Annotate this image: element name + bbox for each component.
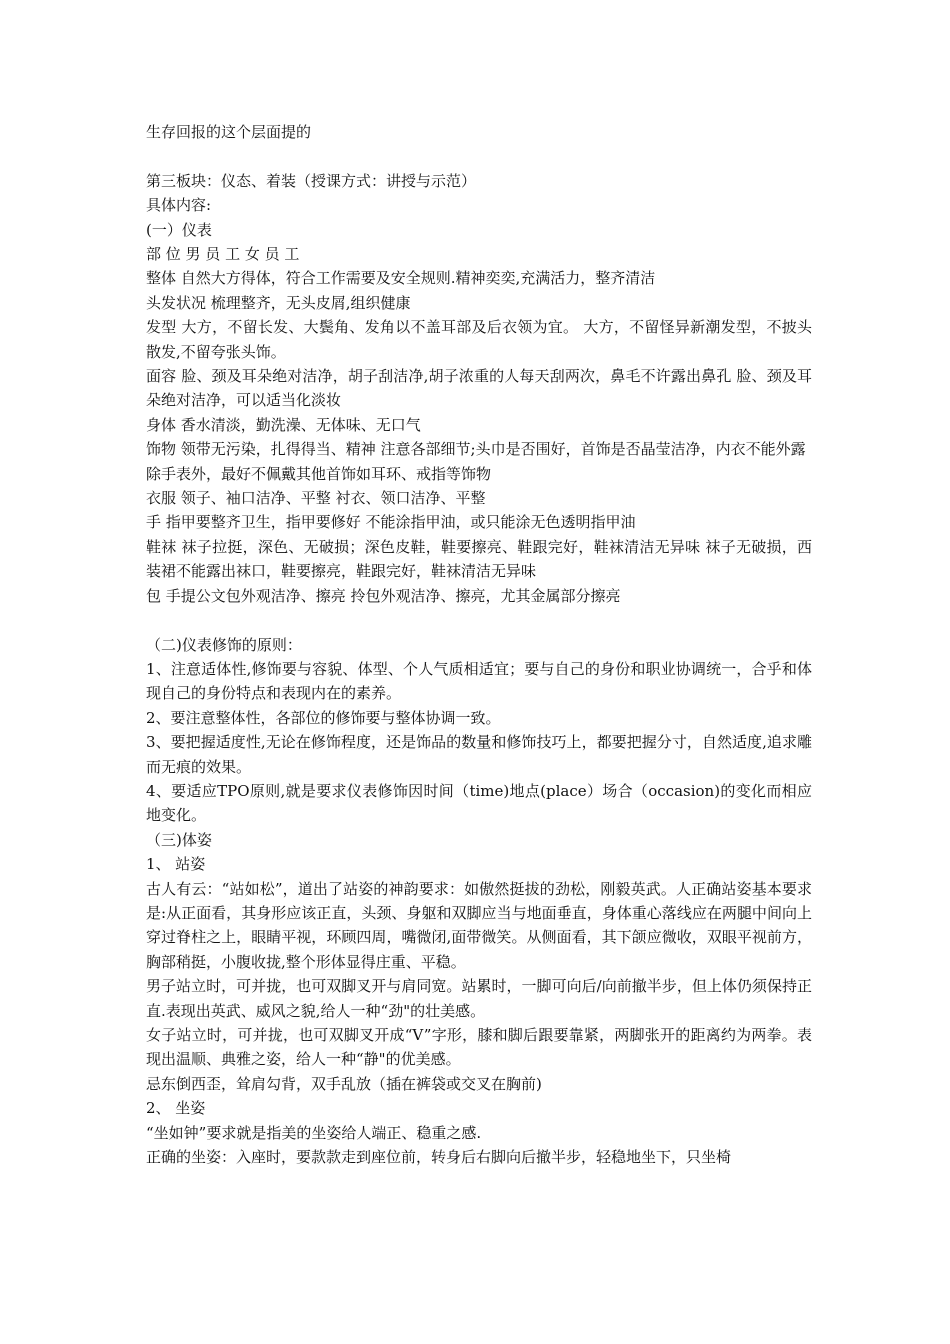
body-paragraph: （二)仪表修饰的原则：: [146, 635, 302, 654]
body-paragraph: 女子站立时，可并拢，也可双脚叉开成“V”字形，膝和脚后跟要靠紧，两脚张开的距离约为两拳。表现出温顺、典雅之姿，给人一种“静"的优美感。: [146, 1026, 812, 1069]
body-paragraph: 衣服 领子、袖口洁净、平整 衬衣、领口洁净、平整: [146, 489, 486, 508]
body-paragraph: 手 指甲要整齐卫生，指甲要修好 不能涂指甲油，或只能涂无色透明指甲油: [146, 513, 636, 532]
body-paragraph: 2、 坐姿: [146, 1099, 206, 1118]
body-paragraph: 除手表外，最好不佩戴其他首饰如耳环、戒指等饰物: [146, 464, 492, 483]
body-paragraph: 鞋袜 袜子拉挺，深色、无破损；深色皮鞋，鞋要擦亮、鞋跟完好，鞋袜清洁无异味 袜子无破损，西装裙不能露出袜口，鞋要擦亮，鞋跟完好，鞋袜清洁无异味: [146, 537, 812, 581]
body-paragraph: （三)体姿: [146, 830, 212, 849]
body-paragraph: 第三板块：仪态、着装（授课方式：讲授与示范）: [146, 171, 477, 190]
blank-line: [146, 608, 812, 632]
body-paragraph: 身体 香水清淡，勤洗澡、无体味、无口气: [146, 415, 421, 434]
body-paragraph: 男子站立时，可并拢，也可双脚叉开与肩同宽。站累时，一脚可向后/向前撤半步，但上体仍须保持正直.表现出英武、威风之貌,给人一种“劲"的壮美感。: [146, 977, 812, 1020]
body-paragraph: 头发状况 梳理整齐，无头皮屑,组织健康: [146, 293, 411, 312]
body-paragraph: 古人有云：“站如松”，道出了站姿的神韵要求：如傲然挺拔的劲松，刚毅英武。人正确站姿基本要求是:从正面看，其身形应该正直，头颈、身躯和双脚应当与地面垂直，身体重心落线应在两腿中间向上穿过脊柱之上，眼睛平视，环顾四周，嘴微闭,面带微笑。从侧面看，其下颌应微收，双眼平视前方，胸部稍挺，小腹收拢,整个形体显得庄重、平稳。: [146, 879, 812, 971]
body-paragraph: 正确的坐姿：入座时，要款款走到座位前，转身后右脚向后撤半步，轻稳地坐下，只坐椅: [146, 1148, 732, 1167]
body-paragraph: 面容 脸、颈及耳朵绝对洁净，胡子刮洁净,胡子浓重的人每天刮两次，鼻毛不许露出鼻孔 脸、颈及耳朵绝对洁净，可以适当化淡妆: [146, 367, 812, 410]
body-paragraph: 包 手提公文包外观洁净、擦亮 拎包外观洁净、擦亮，尤其金属部分擦亮: [146, 586, 621, 605]
body-paragraph: (一）仪表: [146, 220, 212, 239]
body-paragraph: 忌东倒西歪，耸肩勾背，双手乱放（插在裤袋或交叉在胸前): [146, 1074, 542, 1093]
body-paragraph: 1、 站姿: [146, 855, 206, 874]
blank-line: [146, 144, 812, 168]
body-paragraph: 3、要把握适度性,无论在修饰程度，还是饰品的数量和修饰技巧上，都要把握分寸，自然适度,追求雕而无痕的效果。: [146, 733, 812, 776]
body-paragraph: 饰物 领带无污染，扎得得当、精神 注意各部细节;头巾是否围好，首饰是否晶莹洁净，内衣不能外露: [146, 440, 806, 459]
body-paragraph: 1、注意适体性,修饰要与容貌、体型、个人气质相适宜；要与自己的身份和职业协调统一，合乎和体现自己的身份特点和表现内在的素养。: [146, 659, 812, 703]
body-paragraph: 整体 自然大方得体，符合工作需要及安全规则.精神奕奕,充满活力，整齐清洁: [146, 269, 656, 288]
body-paragraph: 2、要注意整体性，各部位的修饰要与整体协调一致。: [146, 708, 501, 727]
body-paragraph: 发型 大方，不留长发、大鬓角、发角以不盖耳部及后衣领为宜。 大方，不留怪异新潮发型，不披头散发,不留夸张头饰。: [146, 318, 812, 361]
document-page: [146, 120, 812, 1169]
body-paragraph: 具体内容:: [146, 196, 212, 215]
body-paragraph: 部 位 男 员 工 女 员 工: [146, 245, 300, 264]
body-paragraph: “坐如钟”要求就是指美的坐姿给人端正、稳重之感.: [146, 1123, 482, 1142]
body-paragraph: 生存回报的这个层面提的: [146, 123, 312, 141]
body-paragraph: 4、要适应TPO原则,就是要求仪表修饰因时间（time)地点(place）场合（occasion)的变化而相应地变化。: [146, 781, 812, 825]
